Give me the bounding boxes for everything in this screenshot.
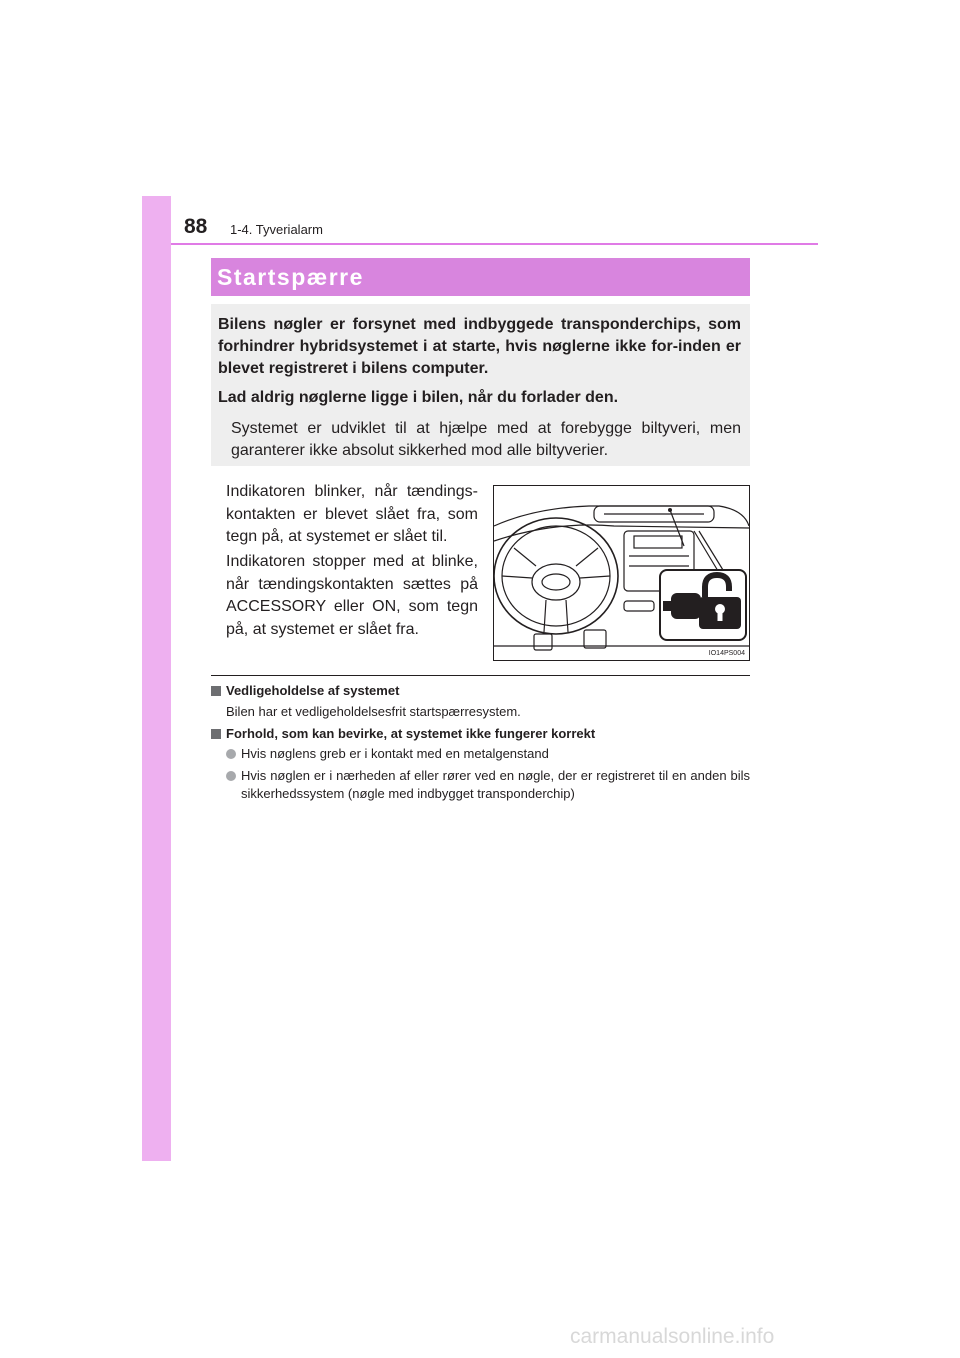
figure-code: IO14PS004 <box>708 650 745 657</box>
indicator-off-text: Indikatoren stopper med at blinke, når tændingskontakten sættes på ACCESSORY eller ON, som tegn på, at systemet er slået fra. <box>226 553 478 638</box>
watermark: carmanualsonline.info <box>570 1325 775 1348</box>
square-bullet-icon <box>211 686 221 696</box>
breadcrumb: 1-4. Tyverialarm <box>230 222 323 237</box>
note-heading-conditions: Forhold, som kan bevirke, at systemet ikke fungerer korrekt <box>211 726 595 741</box>
dashboard-illustration <box>493 485 750 661</box>
page-number: 88 <box>184 215 208 238</box>
circle-bullet-icon <box>226 749 236 759</box>
indicator-on-text: Indikatoren blinker, når tændings-kontakten er blevet slået fra, som tegn på, at systemet er slået til. <box>226 483 478 545</box>
security-indicator-icon <box>659 569 747 641</box>
note-text-maintenance: Bilen har et vedligeholdelsesfrit startspærresystem. <box>226 704 521 719</box>
intro-paragraph: Bilens nøgler er forsynet med indbyggede transponderchips, som forhindrer hybridsystemet i at starte, hvis nøglerne ikke for-inden er blevet registreret i bilens computer. <box>218 316 741 377</box>
intro-note: Systemet er udviklet til at hjælpe med at forebygge biltyveri, men garanterer ikke absolut sikkerhed mod alle biltyverier. <box>231 420 741 459</box>
separator-rule <box>211 675 750 676</box>
circle-bullet-icon <box>226 771 236 781</box>
side-tab <box>142 196 171 1161</box>
note-heading-maintenance: Vedligeholdelse af systemet <box>211 683 399 698</box>
square-bullet-icon <box>211 729 221 739</box>
header-divider <box>171 243 818 245</box>
intro-warning: Lad aldrig nøglerne ligge i bilen, når du forlader den. <box>218 389 619 406</box>
section-title: Startspærre <box>217 264 364 290</box>
